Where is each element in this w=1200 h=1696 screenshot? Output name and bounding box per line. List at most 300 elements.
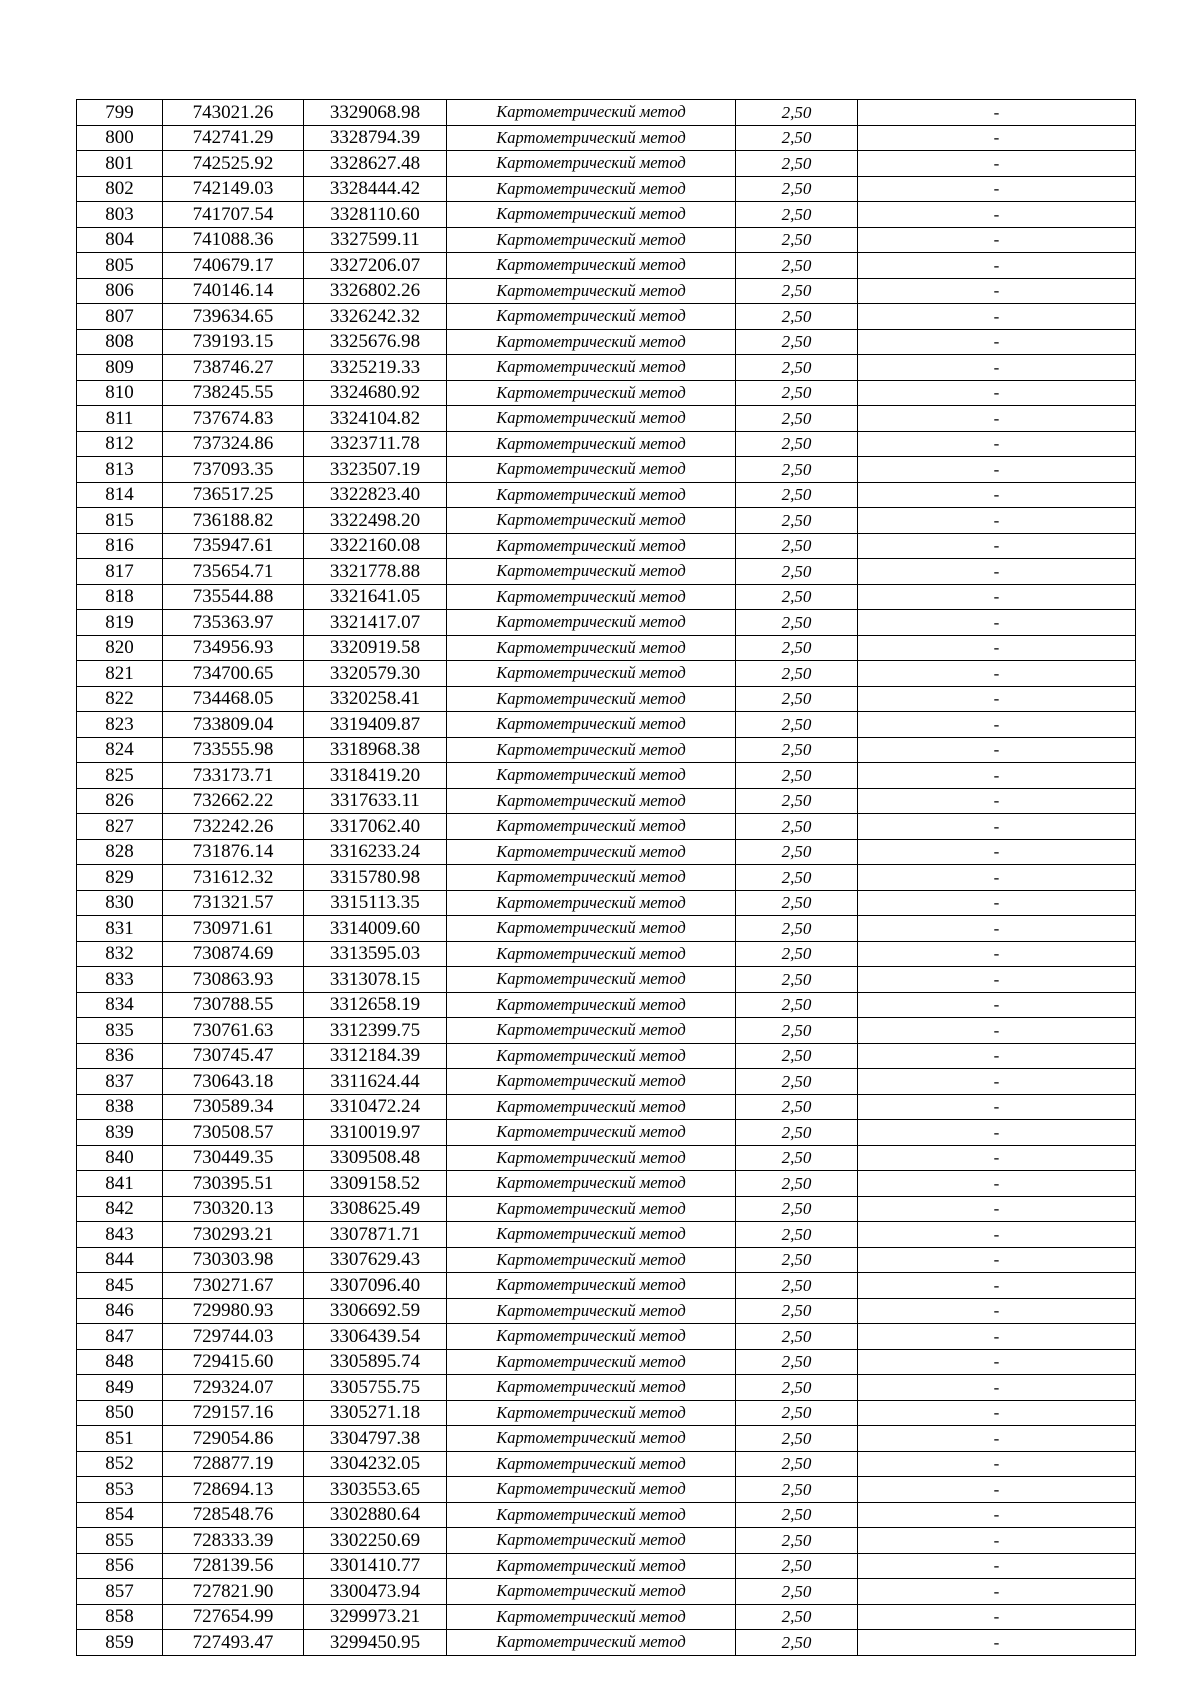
- note-cell: -: [858, 1349, 1136, 1375]
- method-cell: Картометрический метод: [447, 712, 736, 738]
- table-row: [77, 941, 1136, 967]
- x-coordinate-cell: 738746.27: [163, 355, 304, 381]
- note-cell: -: [858, 151, 1136, 177]
- point-number-cell: 830: [77, 890, 163, 916]
- point-number-cell: 836: [77, 1043, 163, 1069]
- method-cell: Картометрический метод: [447, 559, 736, 585]
- y-coordinate-cell: 3318419.20: [304, 763, 447, 789]
- point-number-cell: 808: [77, 329, 163, 355]
- note-cell: -: [858, 1426, 1136, 1452]
- table-row: [77, 1630, 1136, 1656]
- x-coordinate-cell: 730971.61: [163, 916, 304, 942]
- point-number-cell: 837: [77, 1069, 163, 1095]
- method-cell: Картометрический метод: [447, 1069, 736, 1095]
- method-cell: Картометрический метод: [447, 788, 736, 814]
- note-cell: -: [858, 1196, 1136, 1222]
- method-cell: Картометрический метод: [447, 508, 736, 534]
- note-cell: -: [858, 1094, 1136, 1120]
- y-coordinate-cell: 3319409.87: [304, 712, 447, 738]
- error-cell: 2,50: [736, 1018, 858, 1044]
- note-cell: -: [858, 941, 1136, 967]
- x-coordinate-cell: 730303.98: [163, 1247, 304, 1273]
- table-row: [77, 1451, 1136, 1477]
- point-number-cell: 809: [77, 355, 163, 381]
- table-row: [77, 1553, 1136, 1579]
- method-cell: Картометрический метод: [447, 406, 736, 432]
- error-cell: 2,50: [736, 610, 858, 636]
- x-coordinate-cell: 728139.56: [163, 1553, 304, 1579]
- table-row: [77, 1222, 1136, 1248]
- error-cell: 2,50: [736, 1528, 858, 1554]
- table-row: [77, 329, 1136, 355]
- note-cell: -: [858, 1553, 1136, 1579]
- table-row: [77, 431, 1136, 457]
- x-coordinate-cell: 741707.54: [163, 202, 304, 228]
- table-row: [77, 1196, 1136, 1222]
- y-coordinate-cell: 3320258.41: [304, 686, 447, 712]
- x-coordinate-cell: 731876.14: [163, 839, 304, 865]
- method-cell: Картометрический метод: [447, 1400, 736, 1426]
- method-cell: Картометрический метод: [447, 176, 736, 202]
- note-cell: -: [858, 355, 1136, 381]
- point-number-cell: 822: [77, 686, 163, 712]
- table-row: [77, 712, 1136, 738]
- y-coordinate-cell: 3322160.08: [304, 533, 447, 559]
- x-coordinate-cell: 732662.22: [163, 788, 304, 814]
- point-number-cell: 828: [77, 839, 163, 865]
- method-cell: Картометрический метод: [447, 431, 736, 457]
- error-cell: 2,50: [736, 890, 858, 916]
- note-cell: -: [858, 100, 1136, 126]
- table-row: [77, 584, 1136, 610]
- note-cell: -: [858, 406, 1136, 432]
- method-cell: Картометрический метод: [447, 227, 736, 253]
- y-coordinate-cell: 3322498.20: [304, 508, 447, 534]
- point-number-cell: 851: [77, 1426, 163, 1452]
- table-row: [77, 788, 1136, 814]
- error-cell: 2,50: [736, 712, 858, 738]
- point-number-cell: 845: [77, 1273, 163, 1299]
- point-number-cell: 817: [77, 559, 163, 585]
- note-cell: -: [858, 329, 1136, 355]
- method-cell: Картометрический метод: [447, 100, 736, 126]
- method-cell: Картометрический метод: [447, 635, 736, 661]
- y-coordinate-cell: 3327206.07: [304, 253, 447, 279]
- point-number-cell: 840: [77, 1145, 163, 1171]
- point-number-cell: 818: [77, 584, 163, 610]
- method-cell: Картометрический метод: [447, 380, 736, 406]
- y-coordinate-cell: 3302880.64: [304, 1502, 447, 1528]
- table-row: [77, 304, 1136, 330]
- x-coordinate-cell: 730745.47: [163, 1043, 304, 1069]
- point-number-cell: 835: [77, 1018, 163, 1044]
- note-cell: -: [858, 1247, 1136, 1273]
- y-coordinate-cell: 3310472.24: [304, 1094, 447, 1120]
- y-coordinate-cell: 3309158.52: [304, 1171, 447, 1197]
- table-row: [77, 610, 1136, 636]
- x-coordinate-cell: 735544.88: [163, 584, 304, 610]
- y-coordinate-cell: 3321778.88: [304, 559, 447, 585]
- point-number-cell: 852: [77, 1451, 163, 1477]
- point-number-cell: 823: [77, 712, 163, 738]
- table-body: [77, 100, 1136, 1656]
- point-number-cell: 813: [77, 457, 163, 483]
- note-cell: -: [858, 482, 1136, 508]
- method-cell: Картометрический метод: [447, 1222, 736, 1248]
- method-cell: Картометрический метод: [447, 865, 736, 891]
- table-row: [77, 1094, 1136, 1120]
- method-cell: Картометрический метод: [447, 1196, 736, 1222]
- x-coordinate-cell: 734468.05: [163, 686, 304, 712]
- table-row: [77, 839, 1136, 865]
- method-cell: Картометрический метод: [447, 1298, 736, 1324]
- point-number-cell: 799: [77, 100, 163, 126]
- y-coordinate-cell: 3302250.69: [304, 1528, 447, 1554]
- x-coordinate-cell: 731612.32: [163, 865, 304, 891]
- x-coordinate-cell: 729157.16: [163, 1400, 304, 1426]
- error-cell: 2,50: [736, 686, 858, 712]
- note-cell: -: [858, 1145, 1136, 1171]
- table-row: [77, 559, 1136, 585]
- table-row: [77, 1145, 1136, 1171]
- y-coordinate-cell: 3329068.98: [304, 100, 447, 126]
- method-cell: Картометрический метод: [447, 1018, 736, 1044]
- point-number-cell: 827: [77, 814, 163, 840]
- x-coordinate-cell: 741088.36: [163, 227, 304, 253]
- x-coordinate-cell: 737324.86: [163, 431, 304, 457]
- error-cell: 2,50: [736, 1451, 858, 1477]
- error-cell: 2,50: [736, 278, 858, 304]
- x-coordinate-cell: 736188.82: [163, 508, 304, 534]
- error-cell: 2,50: [736, 1069, 858, 1095]
- point-number-cell: 833: [77, 967, 163, 993]
- x-coordinate-cell: 742525.92: [163, 151, 304, 177]
- error-cell: 2,50: [736, 1349, 858, 1375]
- table-row: [77, 890, 1136, 916]
- x-coordinate-cell: 737674.83: [163, 406, 304, 432]
- point-number-cell: 858: [77, 1604, 163, 1630]
- note-cell: -: [858, 202, 1136, 228]
- table-row: [77, 125, 1136, 151]
- point-number-cell: 846: [77, 1298, 163, 1324]
- table-row: [77, 1604, 1136, 1630]
- error-cell: 2,50: [736, 635, 858, 661]
- x-coordinate-cell: 729324.07: [163, 1375, 304, 1401]
- y-coordinate-cell: 3316233.24: [304, 839, 447, 865]
- y-coordinate-cell: 3325676.98: [304, 329, 447, 355]
- table-row: [77, 1273, 1136, 1299]
- table-row: [77, 533, 1136, 559]
- method-cell: Картометрический метод: [447, 967, 736, 993]
- error-cell: 2,50: [736, 1324, 858, 1350]
- note-cell: -: [858, 1502, 1136, 1528]
- note-cell: -: [858, 431, 1136, 457]
- point-number-cell: 850: [77, 1400, 163, 1426]
- table-row: [77, 151, 1136, 177]
- method-cell: Картометрический метод: [447, 1273, 736, 1299]
- table-row: [77, 763, 1136, 789]
- point-number-cell: 820: [77, 635, 163, 661]
- point-number-cell: 849: [77, 1375, 163, 1401]
- point-number-cell: 841: [77, 1171, 163, 1197]
- note-cell: -: [858, 508, 1136, 534]
- x-coordinate-cell: 729415.60: [163, 1349, 304, 1375]
- table-row: [77, 457, 1136, 483]
- error-cell: 2,50: [736, 1145, 858, 1171]
- error-cell: 2,50: [736, 508, 858, 534]
- note-cell: -: [858, 125, 1136, 151]
- error-cell: 2,50: [736, 1426, 858, 1452]
- error-cell: 2,50: [736, 100, 858, 126]
- point-number-cell: 812: [77, 431, 163, 457]
- note-cell: -: [858, 533, 1136, 559]
- error-cell: 2,50: [736, 176, 858, 202]
- point-number-cell: 811: [77, 406, 163, 432]
- x-coordinate-cell: 730508.57: [163, 1120, 304, 1146]
- y-coordinate-cell: 3321641.05: [304, 584, 447, 610]
- point-number-cell: 806: [77, 278, 163, 304]
- x-coordinate-cell: 730788.55: [163, 992, 304, 1018]
- table-row: [77, 1426, 1136, 1452]
- method-cell: Картометрический метод: [447, 661, 736, 687]
- point-number-cell: 853: [77, 1477, 163, 1503]
- note-cell: -: [858, 176, 1136, 202]
- error-cell: 2,50: [736, 304, 858, 330]
- x-coordinate-cell: 732242.26: [163, 814, 304, 840]
- y-coordinate-cell: 3305755.75: [304, 1375, 447, 1401]
- point-number-cell: 825: [77, 763, 163, 789]
- note-cell: -: [858, 278, 1136, 304]
- y-coordinate-cell: 3307096.40: [304, 1273, 447, 1299]
- method-cell: Картометрический метод: [447, 1477, 736, 1503]
- method-cell: Картометрический метод: [447, 1247, 736, 1273]
- point-number-cell: 847: [77, 1324, 163, 1350]
- x-coordinate-cell: 743021.26: [163, 100, 304, 126]
- note-cell: -: [858, 686, 1136, 712]
- table-row: [77, 1477, 1136, 1503]
- error-cell: 2,50: [736, 916, 858, 942]
- method-cell: Картометрический метод: [447, 1528, 736, 1554]
- x-coordinate-cell: 730863.93: [163, 967, 304, 993]
- error-cell: 2,50: [736, 941, 858, 967]
- error-cell: 2,50: [736, 355, 858, 381]
- method-cell: Картометрический метод: [447, 482, 736, 508]
- note-cell: -: [858, 227, 1136, 253]
- point-number-cell: 801: [77, 151, 163, 177]
- y-coordinate-cell: 3306692.59: [304, 1298, 447, 1324]
- point-number-cell: 859: [77, 1630, 163, 1656]
- x-coordinate-cell: 734956.93: [163, 635, 304, 661]
- note-cell: -: [858, 763, 1136, 789]
- y-coordinate-cell: 3312658.19: [304, 992, 447, 1018]
- x-coordinate-cell: 733173.71: [163, 763, 304, 789]
- error-cell: 2,50: [736, 1502, 858, 1528]
- error-cell: 2,50: [736, 1375, 858, 1401]
- error-cell: 2,50: [736, 1579, 858, 1605]
- error-cell: 2,50: [736, 1222, 858, 1248]
- coordinates-table: [76, 99, 1136, 1656]
- point-number-cell: 854: [77, 1502, 163, 1528]
- x-coordinate-cell: 728333.39: [163, 1528, 304, 1554]
- y-coordinate-cell: 3307629.43: [304, 1247, 447, 1273]
- x-coordinate-cell: 735947.61: [163, 533, 304, 559]
- y-coordinate-cell: 3323507.19: [304, 457, 447, 483]
- note-cell: -: [858, 1375, 1136, 1401]
- y-coordinate-cell: 3304797.38: [304, 1426, 447, 1452]
- method-cell: Картометрический метод: [447, 737, 736, 763]
- method-cell: Картометрический метод: [447, 890, 736, 916]
- error-cell: 2,50: [736, 865, 858, 891]
- point-number-cell: 802: [77, 176, 163, 202]
- error-cell: 2,50: [736, 967, 858, 993]
- note-cell: -: [858, 635, 1136, 661]
- note-cell: -: [858, 1171, 1136, 1197]
- point-number-cell: 857: [77, 1579, 163, 1605]
- y-coordinate-cell: 3309508.48: [304, 1145, 447, 1171]
- point-number-cell: 803: [77, 202, 163, 228]
- table-row: [77, 380, 1136, 406]
- method-cell: Картометрический метод: [447, 1375, 736, 1401]
- x-coordinate-cell: 730293.21: [163, 1222, 304, 1248]
- y-coordinate-cell: 3323711.78: [304, 431, 447, 457]
- x-coordinate-cell: 740679.17: [163, 253, 304, 279]
- method-cell: Картометрический метод: [447, 1145, 736, 1171]
- note-cell: -: [858, 1273, 1136, 1299]
- error-cell: 2,50: [736, 202, 858, 228]
- table-row: [77, 1171, 1136, 1197]
- y-coordinate-cell: 3314009.60: [304, 916, 447, 942]
- error-cell: 2,50: [736, 482, 858, 508]
- y-coordinate-cell: 3303553.65: [304, 1477, 447, 1503]
- x-coordinate-cell: 740146.14: [163, 278, 304, 304]
- point-number-cell: 805: [77, 253, 163, 279]
- method-cell: Картометрический метод: [447, 686, 736, 712]
- y-coordinate-cell: 3326242.32: [304, 304, 447, 330]
- point-number-cell: 829: [77, 865, 163, 891]
- error-cell: 2,50: [736, 559, 858, 585]
- x-coordinate-cell: 735363.97: [163, 610, 304, 636]
- table-row: [77, 508, 1136, 534]
- point-number-cell: 855: [77, 1528, 163, 1554]
- method-cell: Картометрический метод: [447, 1324, 736, 1350]
- table-row: [77, 1120, 1136, 1146]
- table-row: [77, 1400, 1136, 1426]
- note-cell: -: [858, 1324, 1136, 1350]
- x-coordinate-cell: 735654.71: [163, 559, 304, 585]
- y-coordinate-cell: 3305271.18: [304, 1400, 447, 1426]
- method-cell: Картометрический метод: [447, 1171, 736, 1197]
- x-coordinate-cell: 739634.65: [163, 304, 304, 330]
- method-cell: Картометрический метод: [447, 584, 736, 610]
- y-coordinate-cell: 3308625.49: [304, 1196, 447, 1222]
- method-cell: Картометрический метод: [447, 457, 736, 483]
- note-cell: -: [858, 1222, 1136, 1248]
- error-cell: 2,50: [736, 457, 858, 483]
- x-coordinate-cell: 727821.90: [163, 1579, 304, 1605]
- note-cell: -: [858, 1451, 1136, 1477]
- error-cell: 2,50: [736, 253, 858, 279]
- y-coordinate-cell: 3328794.39: [304, 125, 447, 151]
- table-row: [77, 1502, 1136, 1528]
- table-row: [77, 355, 1136, 381]
- method-cell: Картометрический метод: [447, 278, 736, 304]
- table-row: [77, 253, 1136, 279]
- y-coordinate-cell: 3306439.54: [304, 1324, 447, 1350]
- table-row: [77, 406, 1136, 432]
- y-coordinate-cell: 3317062.40: [304, 814, 447, 840]
- x-coordinate-cell: 733555.98: [163, 737, 304, 763]
- error-cell: 2,50: [736, 584, 858, 610]
- error-cell: 2,50: [736, 329, 858, 355]
- method-cell: Картометрический метод: [447, 839, 736, 865]
- y-coordinate-cell: 3305895.74: [304, 1349, 447, 1375]
- note-cell: -: [858, 1298, 1136, 1324]
- note-cell: -: [858, 712, 1136, 738]
- point-number-cell: 834: [77, 992, 163, 1018]
- method-cell: Картометрический метод: [447, 1451, 736, 1477]
- method-cell: Картометрический метод: [447, 992, 736, 1018]
- y-coordinate-cell: 3327599.11: [304, 227, 447, 253]
- table-row: [77, 1579, 1136, 1605]
- error-cell: 2,50: [736, 431, 858, 457]
- y-coordinate-cell: 3321417.07: [304, 610, 447, 636]
- table-row: [77, 1298, 1136, 1324]
- table-row: [77, 1043, 1136, 1069]
- point-number-cell: 815: [77, 508, 163, 534]
- y-coordinate-cell: 3326802.26: [304, 278, 447, 304]
- table-row: [77, 1247, 1136, 1273]
- error-cell: 2,50: [736, 1298, 858, 1324]
- x-coordinate-cell: 738245.55: [163, 380, 304, 406]
- note-cell: -: [858, 304, 1136, 330]
- point-number-cell: 844: [77, 1247, 163, 1273]
- table-row: [77, 1069, 1136, 1095]
- x-coordinate-cell: 728548.76: [163, 1502, 304, 1528]
- error-cell: 2,50: [736, 1477, 858, 1503]
- method-cell: Картометрический метод: [447, 1043, 736, 1069]
- y-coordinate-cell: 3324104.82: [304, 406, 447, 432]
- point-number-cell: 831: [77, 916, 163, 942]
- error-cell: 2,50: [736, 763, 858, 789]
- y-coordinate-cell: 3313595.03: [304, 941, 447, 967]
- x-coordinate-cell: 730449.35: [163, 1145, 304, 1171]
- note-cell: -: [858, 992, 1136, 1018]
- table-row: [77, 737, 1136, 763]
- table-row: [77, 176, 1136, 202]
- point-number-cell: 807: [77, 304, 163, 330]
- error-cell: 2,50: [736, 1120, 858, 1146]
- table-row: [77, 992, 1136, 1018]
- y-coordinate-cell: 3317633.11: [304, 788, 447, 814]
- y-coordinate-cell: 3315780.98: [304, 865, 447, 891]
- table-row: [77, 865, 1136, 891]
- error-cell: 2,50: [736, 1094, 858, 1120]
- x-coordinate-cell: 729980.93: [163, 1298, 304, 1324]
- table-row: [77, 1324, 1136, 1350]
- note-cell: -: [858, 1579, 1136, 1605]
- note-cell: -: [858, 1400, 1136, 1426]
- x-coordinate-cell: 728694.13: [163, 1477, 304, 1503]
- note-cell: -: [858, 788, 1136, 814]
- point-number-cell: 804: [77, 227, 163, 253]
- note-cell: -: [858, 380, 1136, 406]
- x-coordinate-cell: 728877.19: [163, 1451, 304, 1477]
- method-cell: Картометрический метод: [447, 610, 736, 636]
- method-cell: Картометрический метод: [447, 1604, 736, 1630]
- error-cell: 2,50: [736, 533, 858, 559]
- table-row: [77, 1528, 1136, 1554]
- point-number-cell: 843: [77, 1222, 163, 1248]
